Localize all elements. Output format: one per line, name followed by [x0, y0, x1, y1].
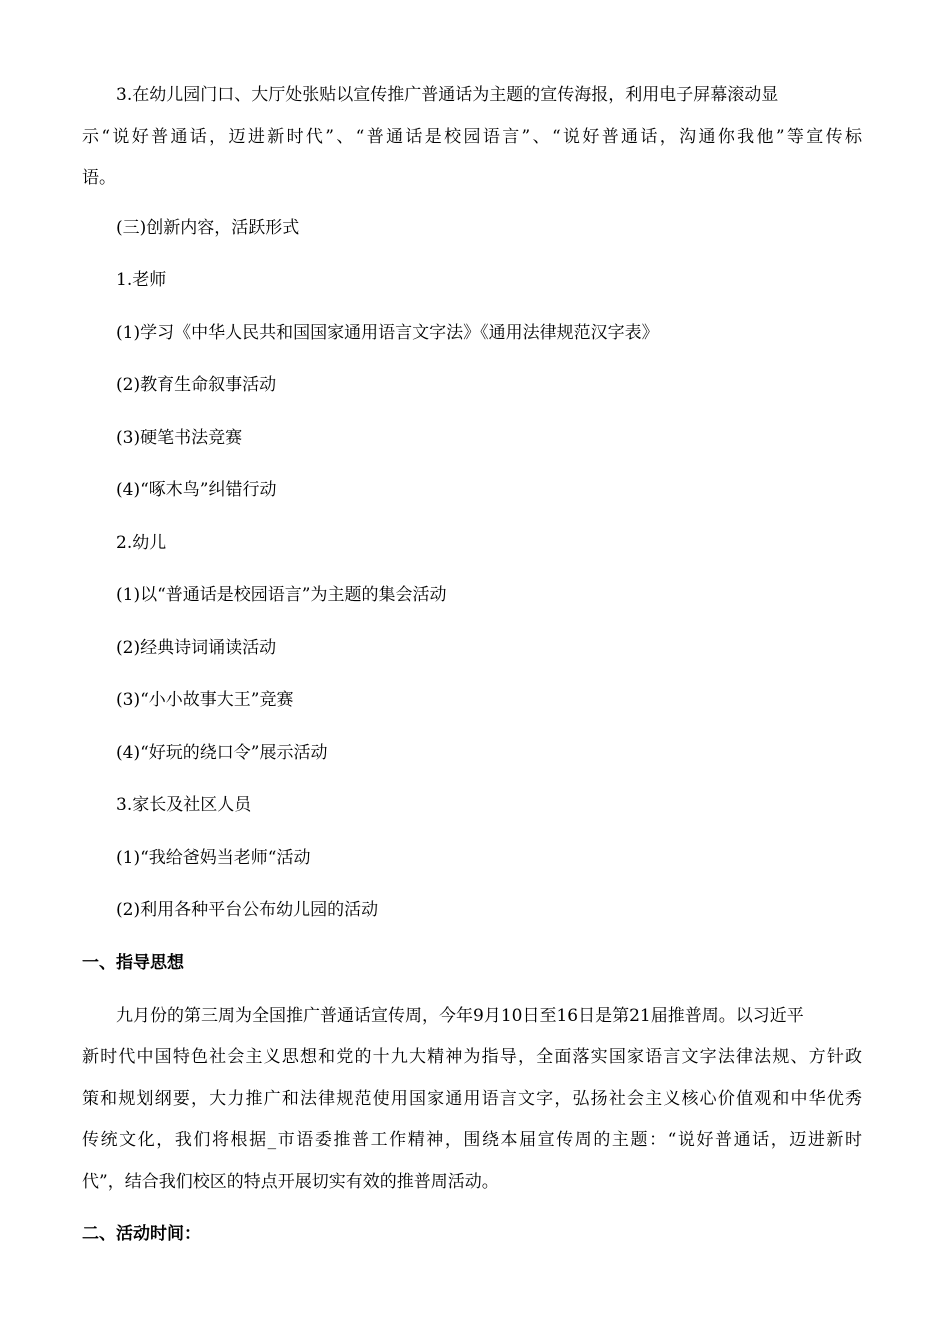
paragraph-line: 策和规划纲要，大力推广和法律规范使用国家通用语言文字，弘扬社会主义核心价值观和中华优秀	[82, 1089, 862, 1109]
list-item: (2)经典诗词诵读活动	[116, 638, 277, 658]
paragraph-line: 语。	[82, 168, 116, 188]
section-heading-time: 二、活动时间：	[82, 1224, 201, 1244]
paragraph-line: 九月份的第三周为全国推广普通话宣传周，今年9月10日至16日是第21届推普周。以习近平	[116, 1006, 804, 1026]
list-title-parents: 3.家长及社区人员	[116, 795, 252, 815]
paragraph-line: 示“说好普通话，迈进新时代”、“普通话是校园语言”、“说好普通话，沟通你我他”等宣传标	[82, 127, 862, 147]
paragraph-line: 传统文化，我们将根据_市语委推普工作精神，围绕本届宣传周的主题：“说好普通话，迈进新时	[82, 1130, 862, 1150]
paragraph-line: 代”，结合我们校区的特点开展切实有效的推普周活动。	[82, 1172, 499, 1192]
section-heading-guidance: 一、指导思想	[82, 953, 184, 973]
list-item: (2)教育生命叙事活动	[116, 375, 277, 395]
paragraph-line: 3.在幼儿园门口、大厅处张贴以宣传推广普通话为主题的宣传海报，利用电子屏幕滚动显	[116, 85, 779, 105]
list-item: (2)利用各种平台公布幼儿园的活动	[116, 900, 379, 920]
list-item: (1)“我给爸妈当老师“活动	[116, 848, 311, 868]
list-item: (3)“小小故事大王”竞赛	[116, 690, 294, 710]
list-item: (4)“啄木鸟”纠错行动	[116, 480, 277, 500]
list-item: (3)硬笔书法竞赛	[116, 428, 243, 448]
list-item: (4)“好玩的绕口令”展示活动	[116, 743, 328, 763]
list-title-children: 2.幼儿	[116, 533, 167, 553]
list-item: (1)以“普通话是校园语言”为主题的集会活动	[116, 585, 447, 605]
paragraph-line: 新时代中国特色社会主义思想和党的十九大精神为指导，全面落实国家语言文字法律法规、方针政	[82, 1047, 862, 1067]
list-item: (1)学习《中华人民共和国国家通用语言文字法》《通用法律规范汉字表》	[116, 323, 659, 343]
subsection-title: (三)创新内容，活跃形式	[116, 218, 300, 238]
list-title-teachers: 1.老师	[116, 270, 167, 290]
